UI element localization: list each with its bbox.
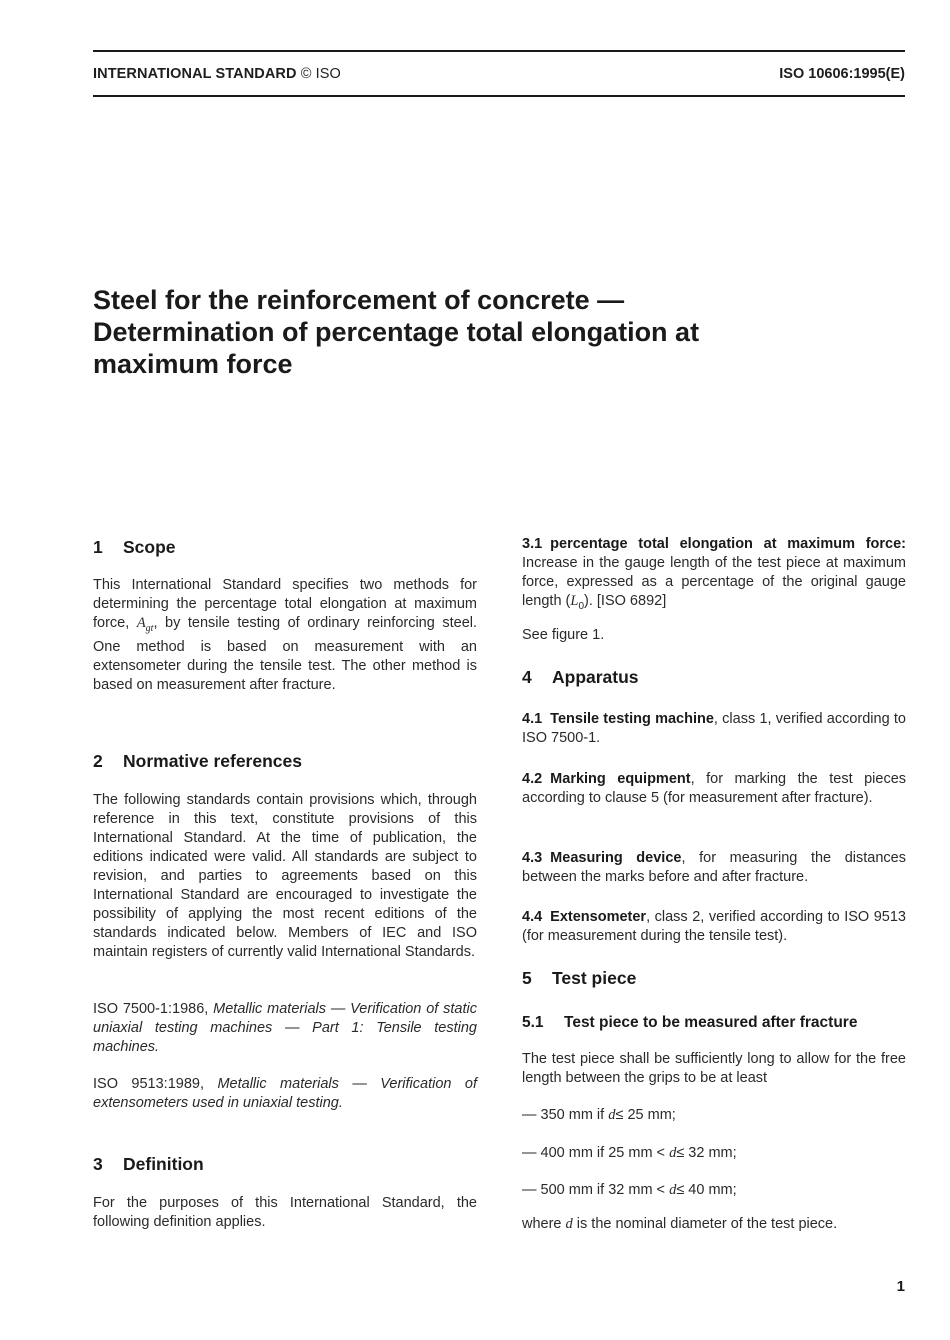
apparatus-item-4-2: 4.2 Marking equipment, for marking the test pieces according to clause 5 (for measurement after fracture). <box>522 771 907 806</box>
definition-item-3-1: 3.1 percentage total elongation at maximum force: Increase in the gauge length of the test piece at maximum force, expressed as a percentage of the original gauge length $(L_0)$. [ISO 6892] <box>522 536 906 612</box>
header-copyright: © ISO <box>300 66 341 82</box>
scope-paragraph: This International Standard specifies two methods for determining the percentage total elongation at maximum force, $A_{gt}$, by tensile testing of ordinary reinforcing steel. One method is based on measurement with an extensometer during the tensile test. The other method is based on measurement after fracture. <box>93 577 478 693</box>
title-line-3: maximum force <box>93 349 293 379</box>
apparatus-item-4-1: 4.1 Tensile testing machine, class 1, verified according to ISO 7500-1. <box>522 711 906 746</box>
subsection-5-1-heading: 5.1 Test piece to be measured after fracture <box>522 1014 858 1031</box>
normative-ref-2: ISO 9513:1989, Metallic materials — Verification of extensometers used in uniaxial testing. <box>93 1076 477 1111</box>
apparatus-item-4-3: 4.3 Measuring device, for measuring the distances between the marks before and after fracture. <box>522 850 906 885</box>
diameter-definition: where d is the nominal diameter of the test piece. <box>522 1216 838 1232</box>
apparatus-item-4-4: 4.4 Extensometer, class 2, verified according to ISO 9513 (for measurement during the tensile test). <box>522 909 906 944</box>
length-list-item-1: — 350 mm if d≤ 25 mm; <box>522 1107 676 1123</box>
header-standard-number: ISO 10606:1995(E) <box>779 66 905 82</box>
normative-ref-1: ISO 7500-1:1986, Metallic materials — Verification of static uniaxial testing machines — Part 1: Tensile testing machines. <box>93 1001 477 1055</box>
header-rule-top <box>93 50 905 52</box>
section-normative-heading: 2 Normative references <box>93 751 302 771</box>
header-standard-type: INTERNATIONAL STANDARD <box>93 66 297 82</box>
section-definition-heading: 3 Definition <box>93 1154 204 1174</box>
section-test-piece-heading: 5 Test piece <box>522 968 637 988</box>
test-piece-paragraph: The test piece shall be sufficiently long to allow for the free length between the grips to be at least <box>522 1051 906 1086</box>
see-figure-note: See figure 1. <box>522 627 605 643</box>
title-line-2: Determination of percentage total elongation at <box>93 317 700 347</box>
section-apparatus-heading: 4 Apparatus <box>522 667 639 687</box>
section-scope-heading: 1 Scope <box>93 537 176 557</box>
normative-paragraph: The following standards contain provisions which, through reference in this text, constitute provisions of this International Standard. At the time of publication, the editions indicated were valid. All standards are subject to revision, and parties to agreements based on this International Standard are encouraged to investigate the possibility of applying the most recent editions of the standards indicated below. Members of IEC and ISO maintain registers of currently valid International Standards. <box>93 792 477 960</box>
definition-paragraph: For the purposes of this International Standard, the following definition applies. <box>93 1195 477 1230</box>
header-standard-label <box>93 66 341 82</box>
page-number: 1 <box>896 1278 905 1295</box>
title-line-1: Steel for the reinforcement of concrete — <box>93 285 625 315</box>
length-list-item-3: — 500 mm if 32 mm < d≤ 40 mm; <box>522 1182 737 1198</box>
section-scope-body <box>93 576 477 695</box>
length-list-item-2: — 400 mm if 25 mm < d≤ 32 mm; <box>522 1145 737 1161</box>
document-title <box>93 284 893 380</box>
section-definition-body <box>93 1194 477 1232</box>
header-rule-bottom <box>93 95 905 97</box>
section-normative-body <box>93 791 477 962</box>
